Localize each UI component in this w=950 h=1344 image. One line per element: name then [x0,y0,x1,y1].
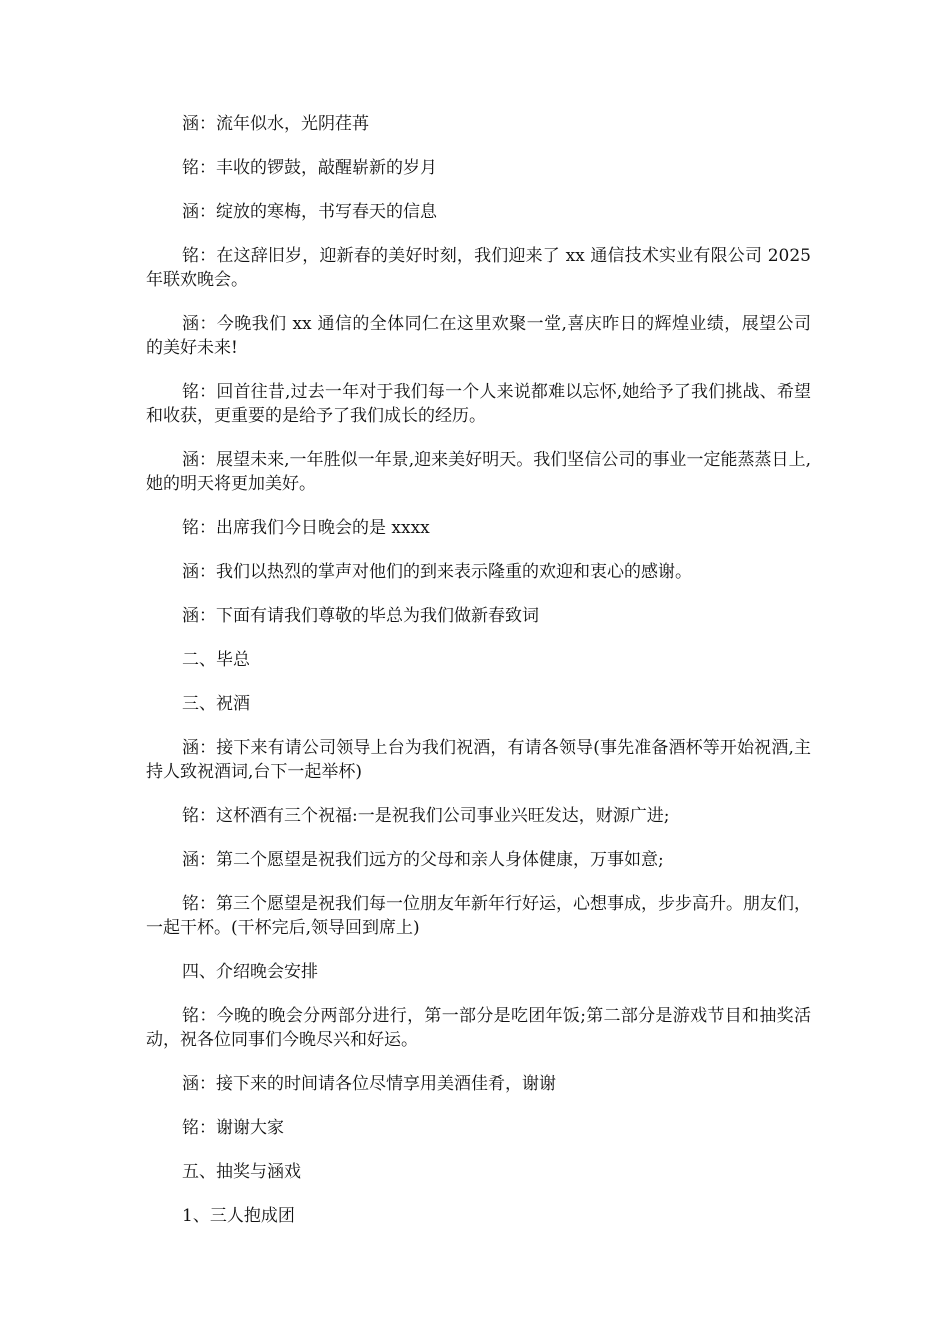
paragraph: 铭：谢谢大家 [182,1118,284,1138]
paragraph: 铭：出席我们今日晚会的是 xxxx [182,518,430,538]
section-heading: 五、抽奖与涵戏 [182,1162,301,1182]
paragraph: 涵：第二个愿望是祝我们远方的父母和亲人身体健康，万事如意; [182,850,664,870]
paragraph: 涵：今晚我们 xx 通信的全体同仁在这里欢聚一堂,喜庆昨日的辉煌业绩，展望公司的美好未来! [146,314,811,358]
section-heading: 二、毕总 [182,650,250,670]
section-heading: 四、介绍晚会安排 [182,962,318,982]
document-body [146,112,811,1248]
paragraph: 涵：下面有请我们尊敬的毕总为我们做新春致词 [182,606,539,626]
paragraph: 铭：丰收的锣鼓，敲醒崭新的岁月 [182,158,437,178]
paragraph: 涵：我们以热烈的掌声对他们的到来表示隆重的欢迎和衷心的感谢。 [182,562,692,582]
paragraph: 铭：在这辞旧岁，迎新春的美好时刻，我们迎来了 xx 通信技术实业有限公司 2025 年联欢晚会。 [146,246,811,290]
paragraph: 涵：展望未来,一年胜似一年景,迎来美好明天。我们坚信公司的事业一定能蒸蒸日上,她的明天将更加美好。 [146,450,811,494]
paragraph: 涵：接下来的时间请各位尽情享用美酒佳肴，谢谢 [182,1074,556,1094]
paragraph: 涵：绽放的寒梅，书写春天的信息 [182,202,437,222]
paragraph: 涵：接下来有请公司领导上台为我们祝酒，有请各领导(事先准备酒杯等开始祝酒,主持人致祝酒词,台下一起举杯) [146,738,811,782]
section-heading: 三、祝酒 [182,694,250,714]
paragraph: 铭：第三个愿望是祝我们每一位朋友年新年行好运，心想事成，步步高升。朋友们，一起干杯。(干杯完后,领导回到席上) [146,894,811,938]
paragraph: 铭：今晚的晚会分两部分进行，第一部分是吃团年饭;第二部分是游戏节目和抽奖活动，祝各位同事们今晚尽兴和好运。 [146,1006,811,1050]
paragraph: 铭：回首往昔,过去一年对于我们每一个人来说都难以忘怀,她给予了我们挑战、希望和收获，更重要的是给予了我们成长的经历。 [146,382,811,426]
list-item: 1、三人抱成团 [182,1206,295,1226]
paragraph: 涵：流年似水，光阴荏苒 [182,114,369,134]
paragraph: 铭：这杯酒有三个祝福:一是祝我们公司事业兴旺发达，财源广进; [182,806,670,826]
